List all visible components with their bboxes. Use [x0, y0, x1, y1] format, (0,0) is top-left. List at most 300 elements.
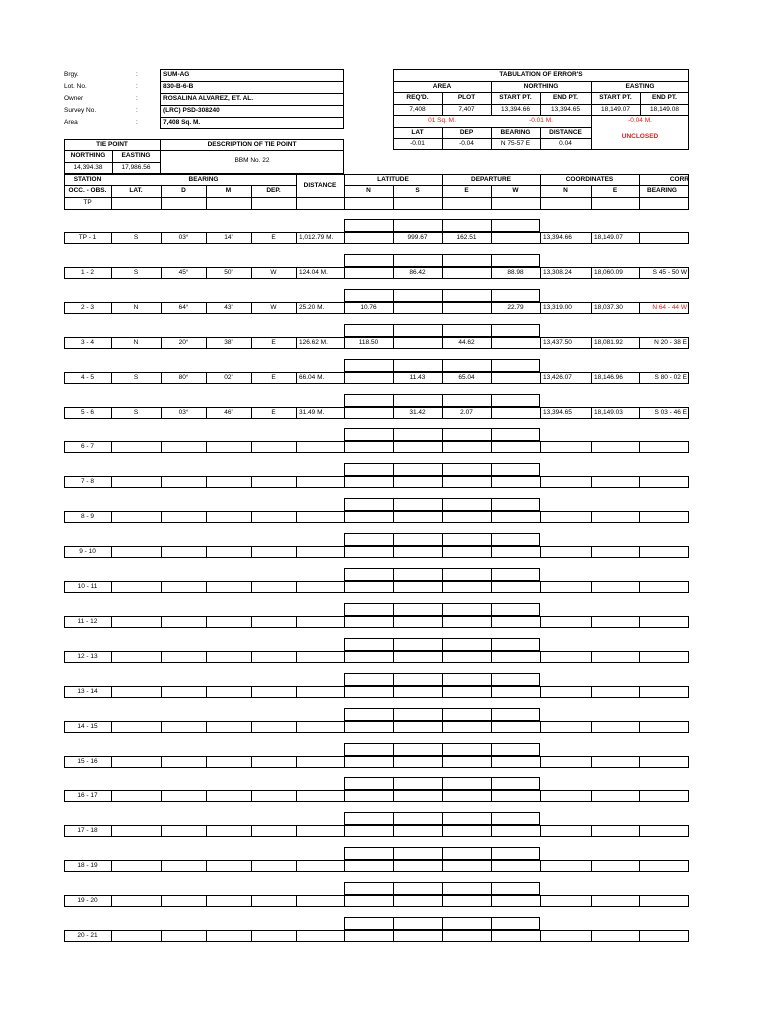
- row-box: [64, 860, 689, 872]
- row-cell-d: 80°: [178, 374, 189, 381]
- row-divider: [540, 441, 541, 453]
- row-cell-m: 02': [224, 374, 233, 381]
- tie-northing-value: 14,394.38: [73, 164, 103, 171]
- row-divider: [491, 860, 492, 872]
- row-cell-e: 162.51: [456, 234, 477, 241]
- tie-description-title: DESCRIPTION OF TIE POINT: [207, 141, 297, 148]
- row-divider: [393, 289, 394, 302]
- error-e-end: 18,149.08: [650, 106, 679, 113]
- row-divider: [393, 930, 394, 942]
- row-divider: [491, 708, 492, 721]
- row-cell-cn: 13,394.65: [543, 409, 572, 416]
- row-divider: [296, 895, 297, 907]
- tie-easting-value: 17,986.56: [121, 164, 151, 171]
- row-cell-n: 118.50: [358, 339, 379, 346]
- row-cell-d: 20°: [178, 339, 189, 346]
- row-divider: [442, 533, 443, 546]
- header-latitude: LATITUDE: [377, 176, 409, 183]
- row-divider: [344, 721, 345, 733]
- row-box: [64, 511, 689, 523]
- row-divider: [393, 708, 394, 721]
- error-status: UNCLOSED: [621, 133, 659, 140]
- row-divider: [161, 895, 162, 907]
- row-box: [64, 441, 689, 453]
- row-divider: [491, 511, 492, 523]
- row-divider: [639, 616, 640, 628]
- error-bearing-value: N 75-57 E: [500, 140, 531, 147]
- row-cell-s: 31.42: [409, 409, 426, 416]
- error-distance-header: DISTANCE: [549, 129, 582, 136]
- row-cell-lat: S: [133, 269, 139, 276]
- row-divider: [296, 860, 297, 872]
- row-cell-e: 44.62: [458, 339, 475, 346]
- info-colon: :: [136, 119, 138, 126]
- row-divider: [251, 651, 252, 663]
- row-divider: [442, 825, 443, 837]
- row-divider: [491, 324, 492, 337]
- row-divider: [442, 616, 443, 628]
- row-divider: [393, 254, 394, 267]
- row-divider: [393, 756, 394, 768]
- row-divider: [393, 777, 394, 790]
- row-divider: [540, 790, 541, 802]
- row-cell-dep: E: [271, 339, 276, 346]
- row-divider: [442, 721, 443, 733]
- row-divider: [296, 721, 297, 733]
- row-divider: [161, 686, 162, 698]
- row-cell-m: 14': [224, 234, 233, 241]
- row-divider: [296, 930, 297, 942]
- row-divider: [251, 721, 252, 733]
- row-divider: [393, 895, 394, 907]
- row-divider: [491, 616, 492, 628]
- info-colon: :: [136, 83, 138, 90]
- row-cell-ce: 18,037.30: [594, 304, 623, 311]
- row-divider: [442, 847, 443, 860]
- row-cell-st: 13 - 14: [77, 688, 98, 695]
- row-box: [64, 721, 689, 733]
- row-divider: [111, 860, 112, 872]
- row-divider: [344, 546, 345, 558]
- error-area-plot: 7,407: [458, 106, 475, 113]
- row-divider: [111, 476, 112, 488]
- row-divider: [296, 546, 297, 558]
- row-divider: [161, 616, 162, 628]
- error-lat-value: -0.01: [410, 140, 425, 147]
- row-divider: [442, 708, 443, 721]
- tie-description: BBM No. 22: [234, 157, 270, 164]
- row-divider: [111, 616, 112, 628]
- header-occ-obs: OCC. - OBS.: [68, 187, 107, 194]
- row-divider: [591, 686, 592, 698]
- row-cell-s: 86.42: [409, 269, 426, 276]
- row-divider: [491, 847, 492, 860]
- info-value-survey: (LRC) PSD-308240: [163, 107, 220, 114]
- row-cell-cn: 13,308.24: [543, 269, 572, 276]
- row-divider: [442, 324, 443, 337]
- row-divider: [111, 825, 112, 837]
- row-divider: [393, 337, 394, 349]
- row-divider: [111, 756, 112, 768]
- row-cell-lat: S: [133, 409, 139, 416]
- row-divider: [540, 895, 541, 907]
- info-label-lot: Lot. No.: [64, 83, 87, 90]
- row-divider: [111, 895, 112, 907]
- row-cell-st: 8 - 9: [80, 513, 94, 520]
- row-divider: [206, 441, 207, 453]
- row-cell-dep: W: [270, 269, 277, 276]
- row-divider: [491, 895, 492, 907]
- info-value-brgy: SUM-AG: [163, 71, 190, 78]
- row-divider: [344, 790, 345, 802]
- row-cell-dep: E: [271, 409, 276, 416]
- header-e: E: [464, 187, 469, 194]
- row-divider: [251, 930, 252, 942]
- row-divider: [206, 825, 207, 837]
- row-box: [64, 790, 689, 802]
- header-coordinates: COORDINATES: [565, 176, 614, 183]
- row-divider: [639, 895, 640, 907]
- row-divider: [540, 581, 541, 593]
- row-divider: [442, 930, 443, 942]
- row-divider: [591, 511, 592, 523]
- row-divider: [491, 546, 492, 558]
- row-divider: [591, 825, 592, 837]
- row-divider: [491, 219, 492, 232]
- row-divider: [206, 895, 207, 907]
- row-cell-lat: N: [133, 304, 139, 311]
- row-divider: [161, 511, 162, 523]
- row-divider: [296, 616, 297, 628]
- row-divider: [491, 568, 492, 581]
- row-cell-lat: S: [133, 234, 139, 241]
- row-divider: [393, 638, 394, 651]
- row-divider: [206, 616, 207, 628]
- row-cell-dist: 124.04 M.: [299, 269, 328, 276]
- row-divider: [206, 476, 207, 488]
- row-cell-brg: N 64 - 44 W: [652, 304, 687, 311]
- row-divider: [111, 441, 112, 453]
- row-divider: [206, 511, 207, 523]
- row-cell-lat: S: [133, 374, 139, 381]
- row-divider: [591, 756, 592, 768]
- row-divider: [393, 581, 394, 593]
- row-divider: [591, 546, 592, 558]
- row-divider: [591, 651, 592, 663]
- row-cell-st: 11 - 12: [77, 618, 98, 625]
- header-lat: LAT.: [129, 187, 143, 194]
- row-cell-m: 38': [224, 339, 233, 346]
- row-divider: [639, 476, 640, 488]
- row-box: [64, 651, 689, 663]
- header-coord-e: E: [612, 187, 618, 194]
- row-divider: [344, 476, 345, 488]
- row-divider: [206, 860, 207, 872]
- row-divider: [491, 581, 492, 593]
- row-divider: [393, 476, 394, 488]
- row-cell-ce: 18,149.07: [594, 234, 623, 241]
- row-divider: [442, 511, 443, 523]
- row-divider: [591, 616, 592, 628]
- row-divider: [442, 917, 443, 930]
- error-dep-value: -0.04: [459, 140, 474, 147]
- row-box: [64, 895, 689, 907]
- row-cell-st: 12 - 13: [77, 653, 98, 660]
- row-cell-cn: 13,426.07: [543, 374, 572, 381]
- row-divider: [111, 721, 112, 733]
- row-divider: [393, 324, 394, 337]
- row-divider: [442, 498, 443, 511]
- row-divider: [639, 825, 640, 837]
- row-divider: [491, 825, 492, 837]
- row-divider: [442, 219, 443, 232]
- row-divider: [591, 790, 592, 802]
- row-divider: [591, 860, 592, 872]
- row-divider: [491, 476, 492, 488]
- row-cell-st: 10 - 11: [77, 583, 98, 590]
- row-divider: [296, 476, 297, 488]
- header-m: M: [225, 187, 232, 194]
- info-value-owner: ROSALINA ALVAREZ, ET. AL.: [163, 95, 254, 102]
- error-northing-diff: -0.01 M.: [529, 117, 553, 124]
- error-area-reqd: 7,408: [409, 106, 426, 113]
- row-divider: [161, 546, 162, 558]
- row-divider: [442, 568, 443, 581]
- row-cell-brg: S 45 - 50 W: [652, 269, 687, 276]
- row-cell-s: 999.67: [407, 234, 428, 241]
- row-divider: [393, 533, 394, 546]
- row-box: [64, 476, 689, 488]
- row-cell-brg: S 80 - 02 E: [654, 374, 687, 381]
- row-divider: [393, 616, 394, 628]
- row-divider: [639, 790, 640, 802]
- row-divider: [393, 812, 394, 825]
- row-divider: [393, 686, 394, 698]
- row-box: [64, 686, 689, 698]
- row-cell-st: 19 - 20: [77, 897, 98, 904]
- row-cell-m: 43': [224, 304, 233, 311]
- row-divider: [442, 428, 443, 441]
- row-divider: [344, 825, 345, 837]
- row-divider: [442, 756, 443, 768]
- row-divider: [491, 232, 492, 244]
- row-divider: [393, 568, 394, 581]
- row-divider: [161, 441, 162, 453]
- row-divider: [639, 546, 640, 558]
- row-divider: [393, 790, 394, 802]
- row-divider: [491, 603, 492, 616]
- info-colon: :: [136, 95, 138, 102]
- row-divider: [393, 441, 394, 453]
- row-divider: [393, 394, 394, 407]
- row-divider: [393, 882, 394, 895]
- row-divider: [491, 359, 492, 372]
- row-divider: [161, 756, 162, 768]
- error-northing-header: NORTHING: [523, 83, 559, 90]
- row-divider: [393, 498, 394, 511]
- error-n-start-header: START PT.: [499, 94, 532, 101]
- row-divider: [161, 721, 162, 733]
- tp-row-label: TP: [83, 199, 92, 206]
- row-divider: [491, 930, 492, 942]
- header-coord-n: N: [563, 187, 568, 194]
- row-divider: [639, 930, 640, 942]
- row-divider: [251, 825, 252, 837]
- info-value-lot: 830-B-6-B: [163, 83, 194, 90]
- header-s: S: [415, 187, 420, 194]
- row-divider: [639, 511, 640, 523]
- error-distance-value: 0.04: [559, 140, 572, 147]
- row-divider: [442, 581, 443, 593]
- row-cell-st: 17 - 18: [77, 827, 98, 834]
- row-divider: [393, 860, 394, 872]
- row-divider: [639, 721, 640, 733]
- row-cell-brg: N 20 - 38 E: [654, 339, 687, 346]
- row-cell-st: 3 - 4: [80, 339, 94, 346]
- header-corr-bearing: BEARING: [647, 187, 677, 194]
- row-divider: [491, 428, 492, 441]
- error-e-start: 18,149.07: [601, 106, 630, 113]
- row-divider: [442, 812, 443, 825]
- row-divider: [251, 860, 252, 872]
- row-cell-ce: 18,081.92: [594, 339, 623, 346]
- header-dep: DEP.: [266, 187, 281, 194]
- row-divider: [344, 651, 345, 663]
- row-divider: [540, 511, 541, 523]
- row-divider: [111, 930, 112, 942]
- row-divider: [491, 394, 492, 407]
- tie-point-title: TIE POINT: [96, 141, 128, 148]
- row-divider: [491, 463, 492, 476]
- row-divider: [591, 441, 592, 453]
- error-e-start-header: START PT.: [599, 94, 632, 101]
- row-cell-st: 1 - 2: [80, 269, 94, 276]
- row-cell-st: 18 - 19: [77, 862, 98, 869]
- row-box: [64, 616, 689, 628]
- row-divider: [591, 476, 592, 488]
- row-box: [64, 546, 689, 558]
- error-title: TABULATION OF ERROR'S: [499, 71, 583, 78]
- row-divider: [111, 651, 112, 663]
- row-divider: [344, 860, 345, 872]
- row-divider: [393, 428, 394, 441]
- row-divider: [393, 359, 394, 372]
- row-divider: [491, 790, 492, 802]
- row-divider: [296, 441, 297, 453]
- error-plot-header: PLOT: [457, 94, 476, 101]
- error-reqd-header: REQ'D.: [406, 94, 429, 101]
- row-divider: [491, 812, 492, 825]
- row-divider: [491, 743, 492, 756]
- row-box: [64, 930, 689, 942]
- row-box: [64, 581, 689, 593]
- row-divider: [206, 721, 207, 733]
- info-value-area: 7,408 Sq. M.: [163, 119, 201, 126]
- row-divider: [251, 546, 252, 558]
- row-cell-dep: W: [270, 304, 277, 311]
- row-divider: [251, 441, 252, 453]
- header-distance: DISTANCE: [303, 182, 337, 189]
- row-cell-st: 20 - 21: [77, 932, 98, 939]
- row-divider: [296, 651, 297, 663]
- row-divider: [111, 581, 112, 593]
- row-cell-d: 03°: [178, 234, 189, 241]
- error-n-end: 13,394.65: [551, 106, 580, 113]
- row-cell-st: 14 - 15: [77, 723, 98, 730]
- row-divider: [491, 686, 492, 698]
- row-cell-d: 03°: [178, 409, 189, 416]
- row-divider: [442, 860, 443, 872]
- row-divider: [639, 651, 640, 663]
- row-divider: [540, 686, 541, 698]
- row-divider: [161, 860, 162, 872]
- row-divider: [491, 337, 492, 349]
- row-divider: [111, 511, 112, 523]
- row-divider: [111, 790, 112, 802]
- row-cell-w: 22.79: [507, 304, 524, 311]
- row-divider: [251, 581, 252, 593]
- error-lat-header: LAT: [411, 129, 424, 136]
- row-cell-d: 64°: [178, 304, 189, 311]
- info-colon: :: [136, 107, 138, 114]
- row-cell-dist: 25.20 M.: [299, 304, 325, 311]
- row-divider: [491, 756, 492, 768]
- row-divider: [442, 882, 443, 895]
- row-divider: [591, 721, 592, 733]
- row-divider: [344, 441, 345, 453]
- row-divider: [206, 790, 207, 802]
- row-divider: [344, 511, 345, 523]
- row-divider: [393, 825, 394, 837]
- info-label-area: Area: [64, 119, 78, 126]
- row-cell-dep: E: [271, 234, 276, 241]
- row-divider: [442, 603, 443, 616]
- error-e-end-header: END PT.: [652, 94, 677, 101]
- row-divider: [393, 511, 394, 523]
- row-divider: [491, 777, 492, 790]
- row-divider: [540, 860, 541, 872]
- row-divider: [540, 930, 541, 942]
- row-cell-dist: 31.49 M.: [299, 409, 325, 416]
- row-divider: [491, 372, 492, 384]
- row-divider: [393, 302, 394, 314]
- row-divider: [251, 895, 252, 907]
- row-divider: [161, 581, 162, 593]
- row-divider: [491, 441, 492, 453]
- error-bearing-header: BEARING: [500, 129, 531, 136]
- row-divider: [206, 581, 207, 593]
- row-box: [64, 825, 689, 837]
- row-divider: [540, 476, 541, 488]
- row-cell-ce: 18,060.09: [594, 269, 623, 276]
- row-divider: [591, 581, 592, 593]
- row-divider: [296, 581, 297, 593]
- row-divider: [344, 616, 345, 628]
- row-divider: [491, 651, 492, 663]
- row-divider: [251, 476, 252, 488]
- row-divider: [393, 603, 394, 616]
- header-station: STATION: [73, 176, 102, 183]
- error-easting-diff: -0.04 M.: [628, 117, 652, 124]
- row-divider: [442, 463, 443, 476]
- row-cell-dist: 66.04 M.: [299, 374, 325, 381]
- row-divider: [491, 289, 492, 302]
- row-cell-w: 88.98: [507, 269, 524, 276]
- row-divider: [296, 511, 297, 523]
- header-w: W: [512, 187, 519, 194]
- row-divider: [161, 651, 162, 663]
- row-cell-n: 10.76: [360, 304, 377, 311]
